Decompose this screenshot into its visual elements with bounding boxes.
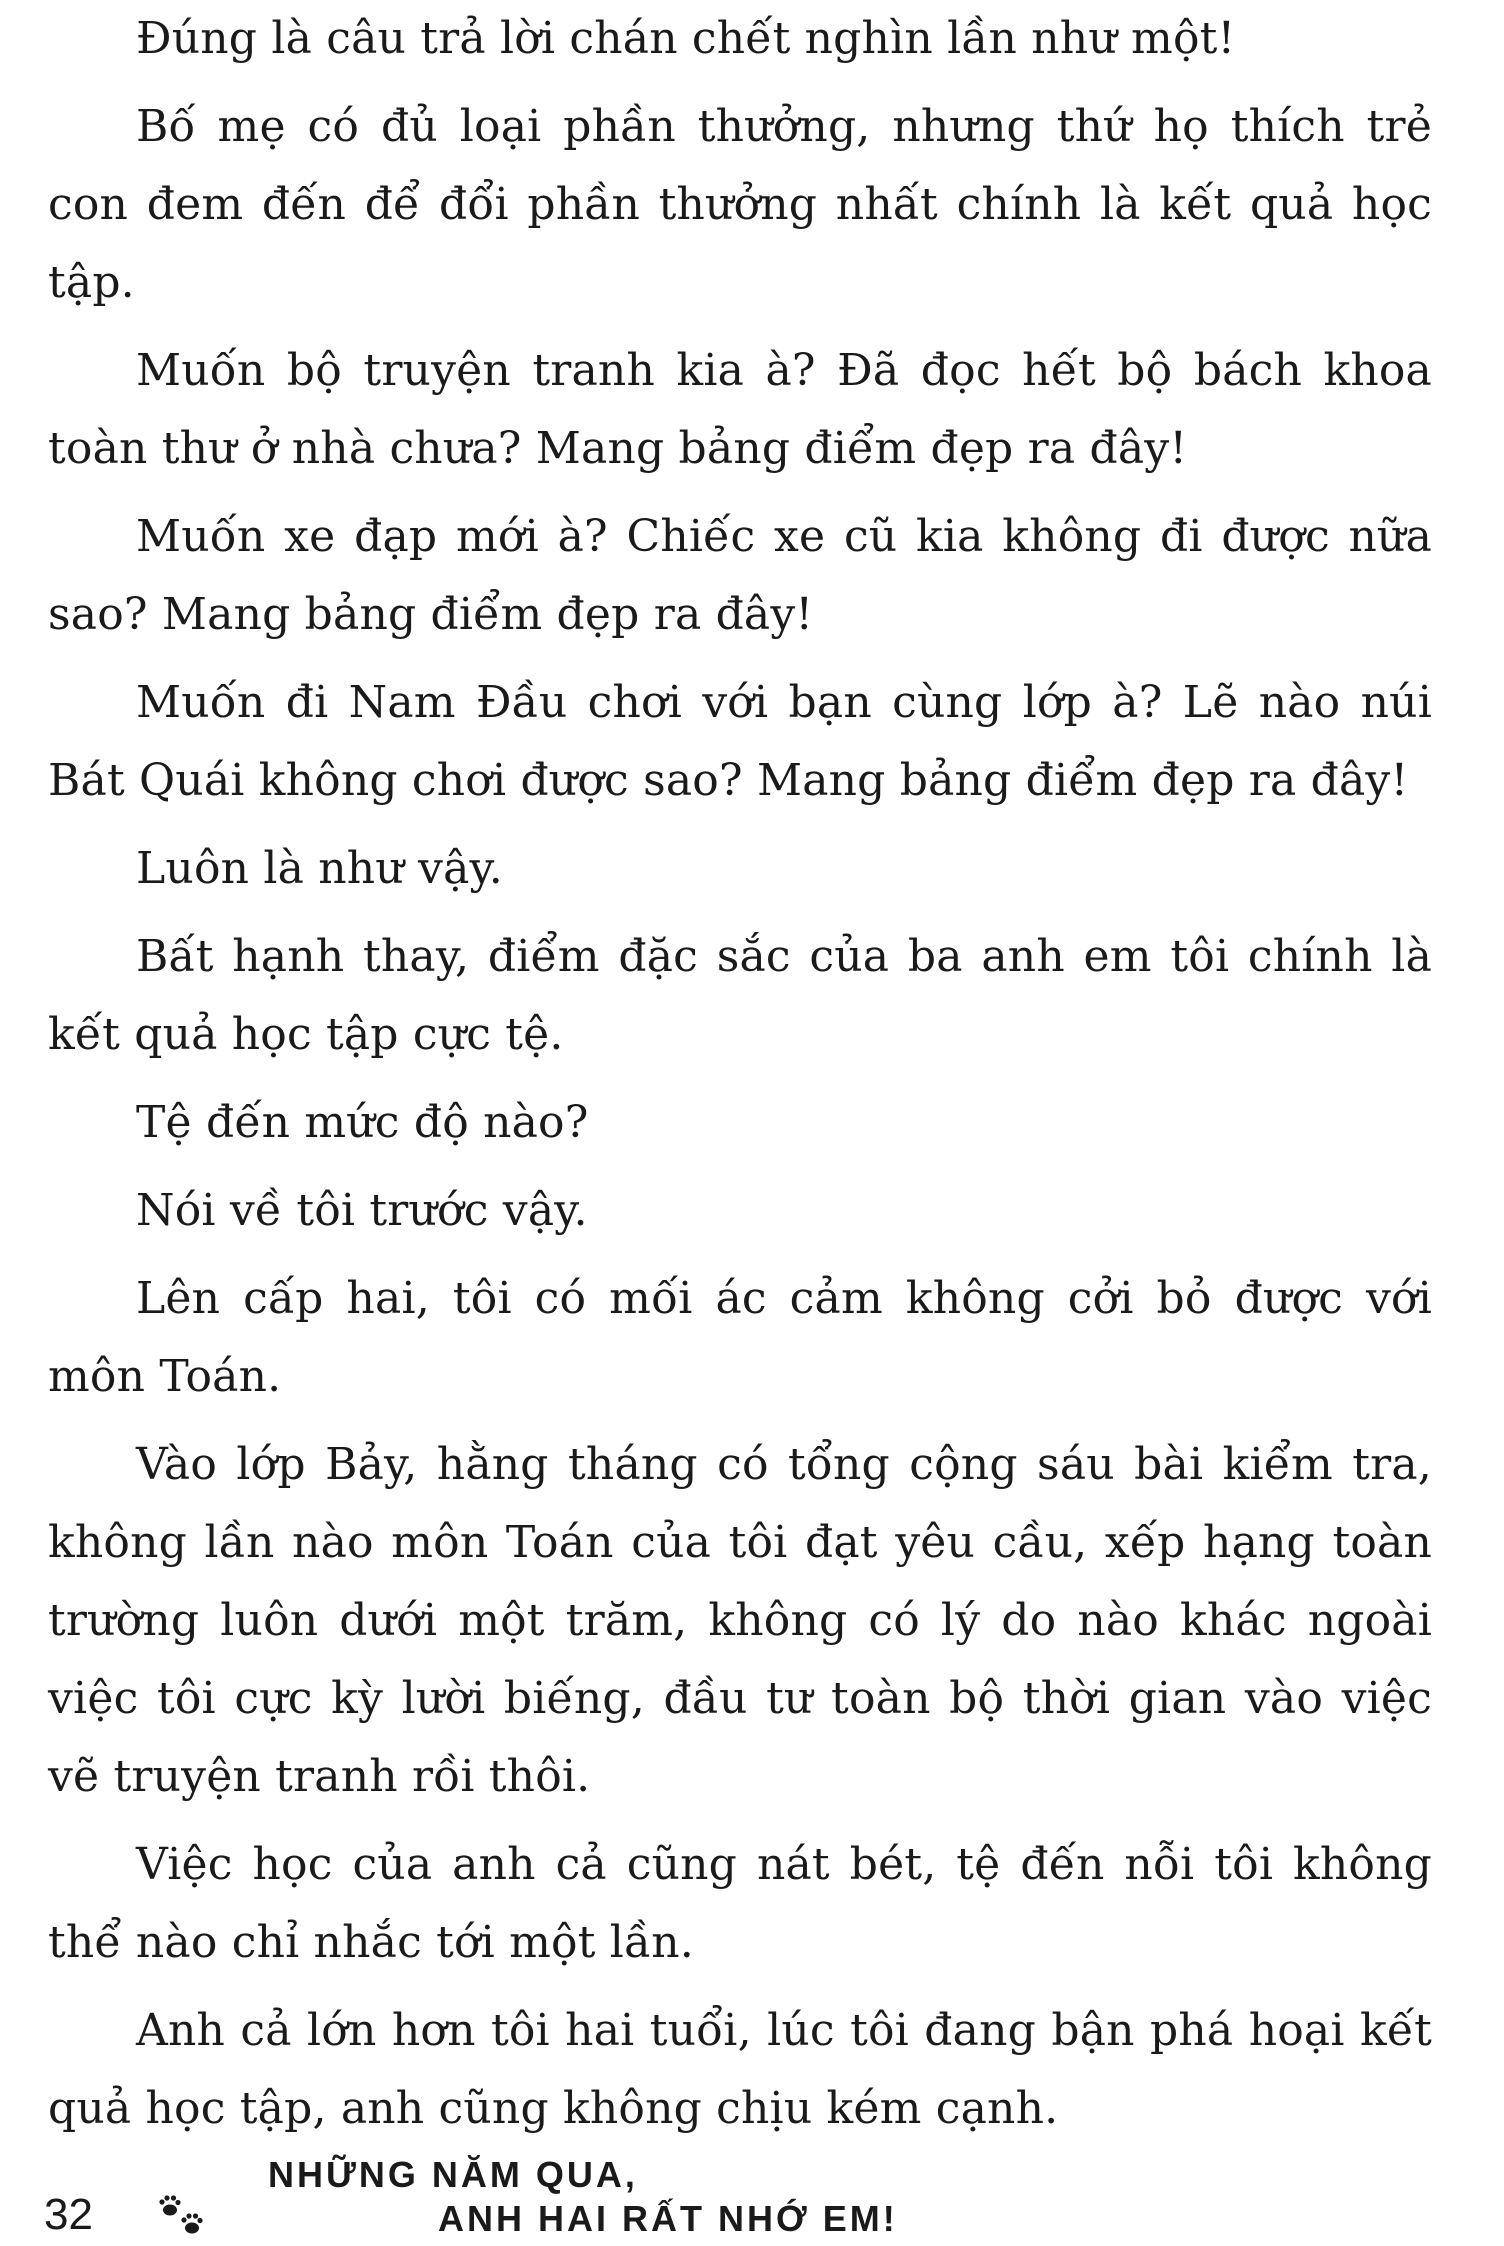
page-footer xyxy=(44,2150,1444,2246)
paw-prints-icon xyxy=(156,2194,208,2238)
paragraph: Muốn đi Nam Đầu chơi với bạn cùng lớp à? Lẽ nào núi Bát Quái không chơi được sao? Mang bảng điểm đẹp ra đây! xyxy=(48,677,1432,806)
paragraph: Muốn xe đạp mới à? Chiếc xe cũ kia không đi được nữa sao? Mang bảng điểm đẹp ra đây! xyxy=(48,511,1432,640)
page-number: 32 xyxy=(44,2190,93,2239)
paragraph: Anh cả lớn hơn tôi hai tuổi, lúc tôi đang bận phá hoại kết quả học tập, anh cũng không chịu kém cạnh. xyxy=(48,2005,1432,2134)
page-body xyxy=(48,0,1432,2158)
paragraph: Vào lớp Bảy, hằng tháng có tổng cộng sáu bài kiểm tra, không lần nào môn Toán của tôi đạt yêu cầu, xếp hạng toàn trường luôn dưới một trăm, không có lý do nào khác ngoài việc tôi cực kỳ lười biếng, đầu tư toàn bộ thời gian vào việc vẽ truyện tranh rồi thôi. xyxy=(48,1439,1432,1802)
paragraph: Tệ đến mức độ nào? xyxy=(136,1097,589,1148)
book-title-line-1: NHỮNG NĂM QUA, xyxy=(268,2154,638,2195)
paragraph: Bất hạnh thay, điểm đặc sắc của ba anh em tôi chính là kết quả học tập cực tệ. xyxy=(48,931,1432,1060)
paragraph: Đúng là câu trả lời chán chết nghìn lần như một! xyxy=(136,13,1236,64)
paragraph: Muốn bộ truyện tranh kia à? Đã đọc hết bộ bách khoa toàn thư ở nhà chưa? Mang bảng điểm đẹp ra đây! xyxy=(48,345,1432,474)
paragraph: Lên cấp hai, tôi có mối ác cảm không cởi bỏ được với môn Toán. xyxy=(48,1273,1432,1402)
paragraph: Nói về tôi trước vậy. xyxy=(136,1185,588,1236)
paragraph: Việc học của anh cả cũng nát bét, tệ đến nỗi tôi không thể nào chỉ nhắc tới một lần. xyxy=(48,1839,1432,1968)
paragraph: Luôn là như vậy. xyxy=(136,843,503,894)
book-title-line-2: ANH HAI RẤT NHỚ EM! xyxy=(438,2198,898,2239)
paragraph: Bố mẹ có đủ loại phần thưởng, nhưng thứ họ thích trẻ con đem đến để đổi phần thưởng nhất chính là kết quả học tập. xyxy=(48,101,1432,308)
